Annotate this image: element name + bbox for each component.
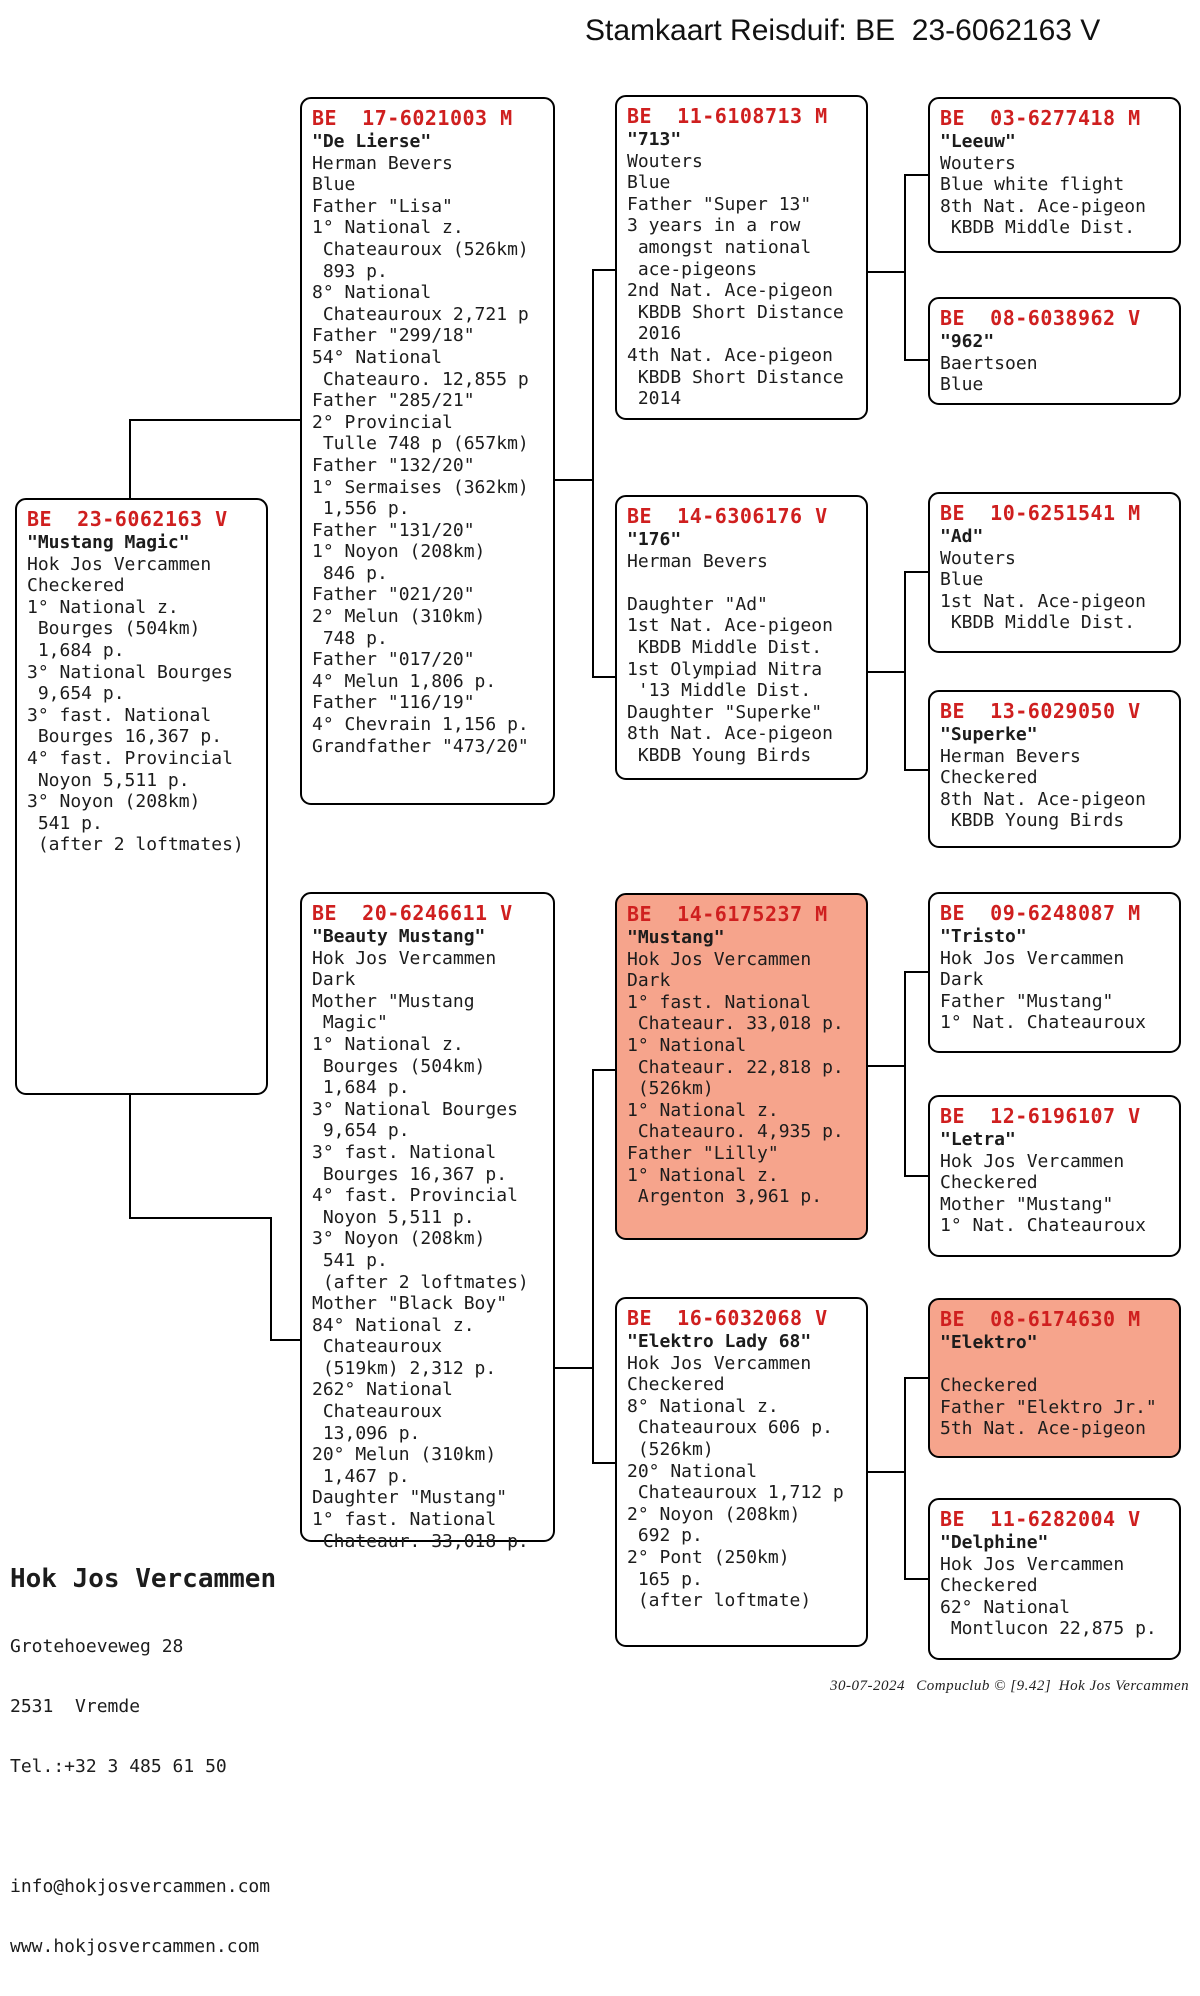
pedigree-text-line: 1° fast. National	[312, 1509, 497, 1531]
pedigree-text-line: Chateaur. 33,018 p.	[627, 1013, 844, 1035]
owner-name: Hok Jos Vercammen	[10, 1564, 277, 1594]
ring-number: BE 03-6277418 M	[940, 106, 1141, 130]
pedigree-text-line: Father "Super 13"	[627, 193, 812, 215]
pedigree-text-line: 1st Nat. Ace-pigeon	[940, 590, 1146, 612]
pedigree-text-line: 1,684 p.	[27, 639, 125, 661]
pedigree-text-line: Hok Jos Vercammen	[312, 947, 497, 969]
pedigree-text-line: 20° National	[627, 1460, 758, 1482]
pedigree-text-line	[940, 1354, 1169, 1376]
pedigree-text-line: 4° fast. Provincial	[312, 1185, 518, 1207]
pedigree-text-line: Dark	[627, 970, 671, 992]
pedigree-text-line: Herman Bevers	[312, 152, 453, 174]
pedigree-text-line: Blue white flight	[940, 174, 1125, 196]
footer-loft-name: Hok Jos Vercammen	[1058, 1678, 1190, 1694]
pedigree-text-line	[627, 572, 856, 594]
pedigree-text-line: Checkered	[940, 1172, 1038, 1194]
pedigree-text-line: 4th Nat. Ace-pigeon	[627, 344, 833, 366]
pedigree-text-line: Chateauroux 1,712 p	[627, 1482, 844, 1504]
pigeon-name: "Mustang"	[627, 927, 725, 948]
pedigree-text-line: 1° Noyon (208km)	[312, 541, 486, 563]
pedigree-text-line: 84° National z.	[312, 1314, 475, 1336]
pedigree-text-line: 541 p.	[312, 1249, 388, 1271]
pedigree-text-line: 3 years in a row	[627, 215, 801, 237]
pedigree-text-line: 4° Chevrain 1,156 p.	[312, 714, 529, 736]
pedigree-text-line: 2° Pont (250km)	[627, 1546, 790, 1568]
pedigree-text-line: 748 p.	[312, 627, 388, 649]
pedigree-text-line: Blue	[940, 569, 984, 591]
pedigree-text-line: 8° National z.	[627, 1395, 779, 1417]
pedigree-text-line: (after 2 loftmates)	[27, 834, 244, 856]
pedigree-text-line: 2nd Nat. Ace-pigeon	[627, 280, 833, 302]
pedigree-text-line: Daughter "Ad"	[627, 593, 768, 615]
pedigree-box-leeuw	[928, 97, 1181, 253]
pedigree-box-ad	[928, 492, 1181, 653]
ring-number: BE 13-6029050 V	[940, 699, 1141, 723]
pedigree-text-line: Herman Bevers	[627, 550, 768, 572]
pedigree-text-line: 1° National z.	[627, 1164, 779, 1186]
pedigree-box-superke	[928, 690, 1181, 848]
pedigree-text-line: 2° Melun (310km)	[312, 606, 486, 628]
pedigree-text-line: 893 p.	[312, 260, 388, 282]
pedigree-text-line: 1° Nat. Chateauroux	[940, 1012, 1146, 1034]
pedigree-box-letra	[928, 1095, 1181, 1257]
ring-number: BE 12-6196107 V	[940, 1104, 1141, 1128]
footer-software: Compuclub © [9.42]	[916, 1678, 1052, 1694]
pedigree-text-line: 3° Noyon (208km)	[27, 791, 201, 813]
pedigree-text-line: 62° National	[940, 1596, 1071, 1618]
pedigree-text-line: Father "132/20"	[312, 454, 475, 476]
pedigree-text-line: 1° Nat. Chateauroux	[940, 1215, 1146, 1237]
pedigree-text-line: Father "285/21"	[312, 390, 475, 412]
pedigree-text-line: Baertsoen	[940, 352, 1038, 374]
ring-number: BE 23-6062163 V	[27, 507, 228, 531]
pedigree-text-line: Chateauroux	[312, 1336, 443, 1358]
pedigree-box-b713	[615, 95, 868, 420]
pedigree-text-line: 2° Noyon (208km)	[627, 1503, 801, 1525]
pedigree-text-line: Grandfather "473/20"	[312, 735, 529, 757]
ring-number: BE 08-6174630 M	[940, 1307, 1141, 1331]
pedigree-text-line: Checkered	[940, 1375, 1038, 1397]
ring-number: BE 14-6175237 M	[627, 902, 828, 926]
pigeon-name: "Elektro"	[940, 1332, 1038, 1353]
pedigree-text-line: 1° National z.	[312, 1033, 464, 1055]
pedigree-text-line: Hok Jos Vercammen	[27, 553, 212, 575]
pedigree-text-line: Bourges (504km)	[312, 1055, 486, 1077]
pedigree-text-line: 20° Melun (310km)	[312, 1444, 497, 1466]
pedigree-text-line: Herman Bevers	[940, 745, 1081, 767]
pedigree-text-line: Father "021/20"	[312, 584, 475, 606]
pedigree-text-line: Hok Jos Vercammen	[940, 947, 1125, 969]
pedigree-text-line: 8th Nat. Ace-pigeon	[940, 788, 1146, 810]
pedigree-text-line: Noyon 5,511 p.	[27, 769, 190, 791]
pigeon-name: "176"	[627, 529, 682, 550]
pedigree-text-line: Blue	[627, 172, 671, 194]
pedigree-text-line: Tulle 748 p (657km)	[312, 433, 529, 455]
pedigree-text-line: Father "299/18"	[312, 325, 475, 347]
pigeon-name: "Beauty Mustang"	[312, 926, 486, 947]
pigeon-name: "Tristo"	[940, 926, 1027, 947]
pedigree-text-line: KBDB Short Distance	[627, 301, 844, 323]
pigeon-name: "Elektro Lady 68"	[627, 1331, 812, 1352]
pedigree-text-line: amongst national	[627, 236, 812, 258]
pedigree-text-line: 9,654 p.	[27, 683, 125, 705]
pedigree-text-line: Noyon 5,511 p.	[312, 1206, 475, 1228]
ring-number: BE 16-6032068 V	[627, 1306, 828, 1330]
pedigree-box-de_lierse	[300, 97, 555, 805]
pedigree-text-line: 8th Nat. Ace-pigeon	[940, 195, 1146, 217]
pedigree-text-line: 1° National	[627, 1034, 747, 1056]
pedigree-text-line: 262° National	[312, 1379, 453, 1401]
pedigree-text-line: KBDB Young Birds	[627, 744, 812, 766]
pedigree-box-b962	[928, 297, 1181, 405]
pedigree-text-line: Chateauro. 4,935 p.	[627, 1121, 844, 1143]
owner-address-street: Grotehoeveweg 28	[10, 1636, 184, 1657]
pedigree-text-line: Hok Jos Vercammen	[627, 1352, 812, 1374]
ring-number: BE 20-6246611 V	[312, 901, 513, 925]
pedigree-text-line: 1st Olympiad Nitra	[627, 658, 823, 680]
page-title: Stamkaart Reisduif: BE 23-6062163 V	[585, 14, 1101, 47]
pedigree-text-line: 1,467 p.	[312, 1465, 410, 1487]
pedigree-text-line: KBDB Middle Dist.	[940, 612, 1136, 634]
pedigree-text-line: KBDB Young Birds	[940, 810, 1125, 832]
pedigree-text-line: KBDB Middle Dist.	[940, 217, 1136, 239]
ring-number: BE 14-6306176 V	[627, 504, 828, 528]
pedigree-text-line: Dark	[312, 969, 356, 991]
pigeon-name: "962"	[940, 331, 995, 352]
pedigree-text-line: Chateauroux 2,721 p	[312, 303, 529, 325]
pedigree-text-line: Montlucon 22,875 p.	[940, 1618, 1157, 1640]
pedigree-text-line: 3° Noyon (208km)	[312, 1228, 486, 1250]
pigeon-name: "De Lierse"	[312, 131, 432, 152]
owner-spacer	[10, 1816, 276, 1838]
pedigree-text-line: Argenton 3,961 p.	[627, 1186, 823, 1208]
pedigree-text-line: '13 Middle Dist.	[627, 680, 812, 702]
owner-website: www.hokjosvercammen.com	[10, 1936, 260, 1957]
pedigree-text-line: Chateaur. 33,018 p.	[312, 1530, 529, 1552]
pigeon-name: "Delphine"	[940, 1532, 1049, 1553]
ring-number: BE 09-6248087 M	[940, 901, 1141, 925]
pedigree-text-line: Hok Jos Vercammen	[627, 948, 812, 970]
pedigree-text-line: Dark	[940, 969, 984, 991]
pedigree-text-line: 3° fast. National	[27, 704, 212, 726]
pedigree-text-line: Wouters	[627, 150, 703, 172]
pigeon-name: "713"	[627, 129, 682, 150]
owner-block	[10, 1526, 276, 1996]
pedigree-text-line: 4° Melun 1,806 p.	[312, 670, 497, 692]
pedigree-text-line: Father "Lilly"	[627, 1142, 779, 1164]
pedigree-text-line: 165 p.	[627, 1568, 703, 1590]
pedigree-text-line: Wouters	[940, 152, 1016, 174]
ring-number: BE 11-6282004 V	[940, 1507, 1141, 1531]
pedigree-text-line: (526km)	[627, 1078, 714, 1100]
owner-telephone: Tel.:+32 3 485 61 50	[10, 1756, 227, 1777]
pedigree-text-line: 1° fast. National	[627, 991, 812, 1013]
pedigree-text-line: KBDB Middle Dist.	[627, 636, 823, 658]
pedigree-box-mustang	[615, 893, 868, 1240]
pedigree-text-line: 8° National	[312, 282, 432, 304]
pedigree-text-line: Chateauroux 606 p.	[627, 1417, 833, 1439]
pedigree-text-line: Mother "Mustang	[312, 990, 475, 1012]
ring-number: BE 17-6021003 M	[312, 106, 513, 130]
pigeon-name: "Letra"	[940, 1129, 1016, 1150]
pedigree-text-line: 1,684 p.	[312, 1077, 410, 1099]
pedigree-text-line: (519km) 2,312 p.	[312, 1357, 497, 1379]
pedigree-text-line: 1,556 p.	[312, 498, 410, 520]
pedigree-text-line: (after loftmate)	[627, 1590, 812, 1612]
pedigree-text-line: 1° National z.	[312, 217, 464, 239]
pedigree-text-line: 2° Provincial	[312, 411, 453, 433]
pedigree-text-line: KBDB Short Distance	[627, 366, 844, 388]
ring-number: BE 11-6108713 M	[627, 104, 828, 128]
pedigree-text-line: ace-pigeons	[627, 258, 758, 280]
print-footer	[830, 1678, 1198, 1695]
owner-address-city: 2531 Vremde	[10, 1696, 141, 1717]
pedigree-text-line: 692 p.	[627, 1525, 703, 1547]
pedigree-text-line: Hok Jos Vercammen	[940, 1553, 1125, 1575]
pedigree-text-line: (after 2 loftmates)	[312, 1271, 529, 1293]
pedigree-text-line: Father "116/19"	[312, 692, 475, 714]
pedigree-text-line: Magic"	[312, 1012, 388, 1034]
pedigree-text-line: (526km)	[627, 1438, 714, 1460]
pedigree-text-line: 1° National z.	[627, 1099, 779, 1121]
pedigree-box-delphine	[928, 1498, 1181, 1660]
pedigree-text-line: Checkered	[27, 575, 125, 597]
pigeon-name: "Superke"	[940, 724, 1038, 745]
pedigree-text-line: 4° fast. Provincial	[27, 747, 233, 769]
pedigree-text-line: 8th Nat. Ace-pigeon	[627, 723, 833, 745]
pedigree-box-elektro_lady	[615, 1297, 868, 1647]
pedigree-text-line: 1° Sermaises (362km)	[312, 476, 529, 498]
pigeon-name: "Mustang Magic"	[27, 532, 190, 553]
pedigree-box-tristo	[928, 892, 1181, 1053]
ring-number: BE 10-6251541 M	[940, 501, 1141, 525]
pedigree-text-line: 1° National z.	[27, 596, 179, 618]
pedigree-text-line: 3° National Bourges	[27, 661, 233, 683]
pedigree-text-line: 541 p.	[27, 812, 103, 834]
pedigree-text-line: Checkered	[940, 767, 1038, 789]
pedigree-box-elektro	[928, 1298, 1181, 1458]
pigeon-name: "Ad"	[940, 526, 984, 547]
pedigree-text-line: Chateauroux (526km)	[312, 238, 529, 260]
pedigree-box-b176	[615, 495, 868, 780]
pedigree-text-line: 54° National	[312, 346, 443, 368]
pedigree-text-line: Chateaur. 22,818 p.	[627, 1056, 844, 1078]
pedigree-box-beauty_mustang	[300, 892, 555, 1552]
pedigree-text-line: Bourges 16,367 p.	[312, 1163, 508, 1185]
ring-number: BE 08-6038962 V	[940, 306, 1141, 330]
pedigree-text-line: Hok Jos Vercammen	[940, 1150, 1125, 1172]
pedigree-text-line: Blue	[940, 374, 984, 396]
pedigree-text-line: Bourges (504km)	[27, 618, 201, 640]
pedigree-text-line: 2014	[627, 388, 682, 410]
pedigree-text-line: Father "Mustang"	[940, 990, 1114, 1012]
pedigree-text-line: 5th Nat. Ace-pigeon	[940, 1418, 1146, 1440]
pedigree-text-line: 13,096 p.	[312, 1422, 421, 1444]
pedigree-text-line: Mother "Mustang"	[940, 1193, 1114, 1215]
footer-date: 30-07-2024	[830, 1678, 905, 1694]
pedigree-text-line: Chateauroux	[312, 1401, 443, 1423]
pedigree-text-line: Father "017/20"	[312, 649, 475, 671]
pedigree-text-line: 846 p.	[312, 562, 388, 584]
pedigree-text-line: Daughter "Mustang"	[312, 1487, 508, 1509]
pedigree-text-line: Bourges 16,367 p.	[27, 726, 223, 748]
pedigree-text-line: 3° fast. National	[312, 1141, 497, 1163]
pedigree-text-line: Daughter "Superke"	[627, 701, 823, 723]
pedigree-text-line: 9,654 p.	[312, 1120, 410, 1142]
pedigree-text-line: Father "Elektro Jr."	[940, 1396, 1157, 1418]
owner-email: info@hokjosvercammen.com	[10, 1876, 271, 1897]
pigeon-name: "Leeuw"	[940, 131, 1016, 152]
pedigree-text-line: 3° National Bourges	[312, 1098, 518, 1120]
pedigree-text-line: Checkered	[627, 1374, 725, 1396]
pedigree-text-line: Blue	[312, 174, 356, 196]
pedigree-text-line: Chateauro. 12,855 p	[312, 368, 529, 390]
pedigree-box-mustang_magic	[15, 498, 268, 1095]
pedigree-text-line: 2016	[627, 323, 682, 345]
pedigree-text-line: Father "131/20"	[312, 519, 475, 541]
pedigree-text-line: Wouters	[940, 547, 1016, 569]
pedigree-text-line: 1st Nat. Ace-pigeon	[627, 615, 833, 637]
pedigree-text-line: Checkered	[940, 1575, 1038, 1597]
pedigree-text-line: Mother "Black Boy"	[312, 1293, 508, 1315]
pedigree-text-line: Father "Lisa"	[312, 195, 453, 217]
